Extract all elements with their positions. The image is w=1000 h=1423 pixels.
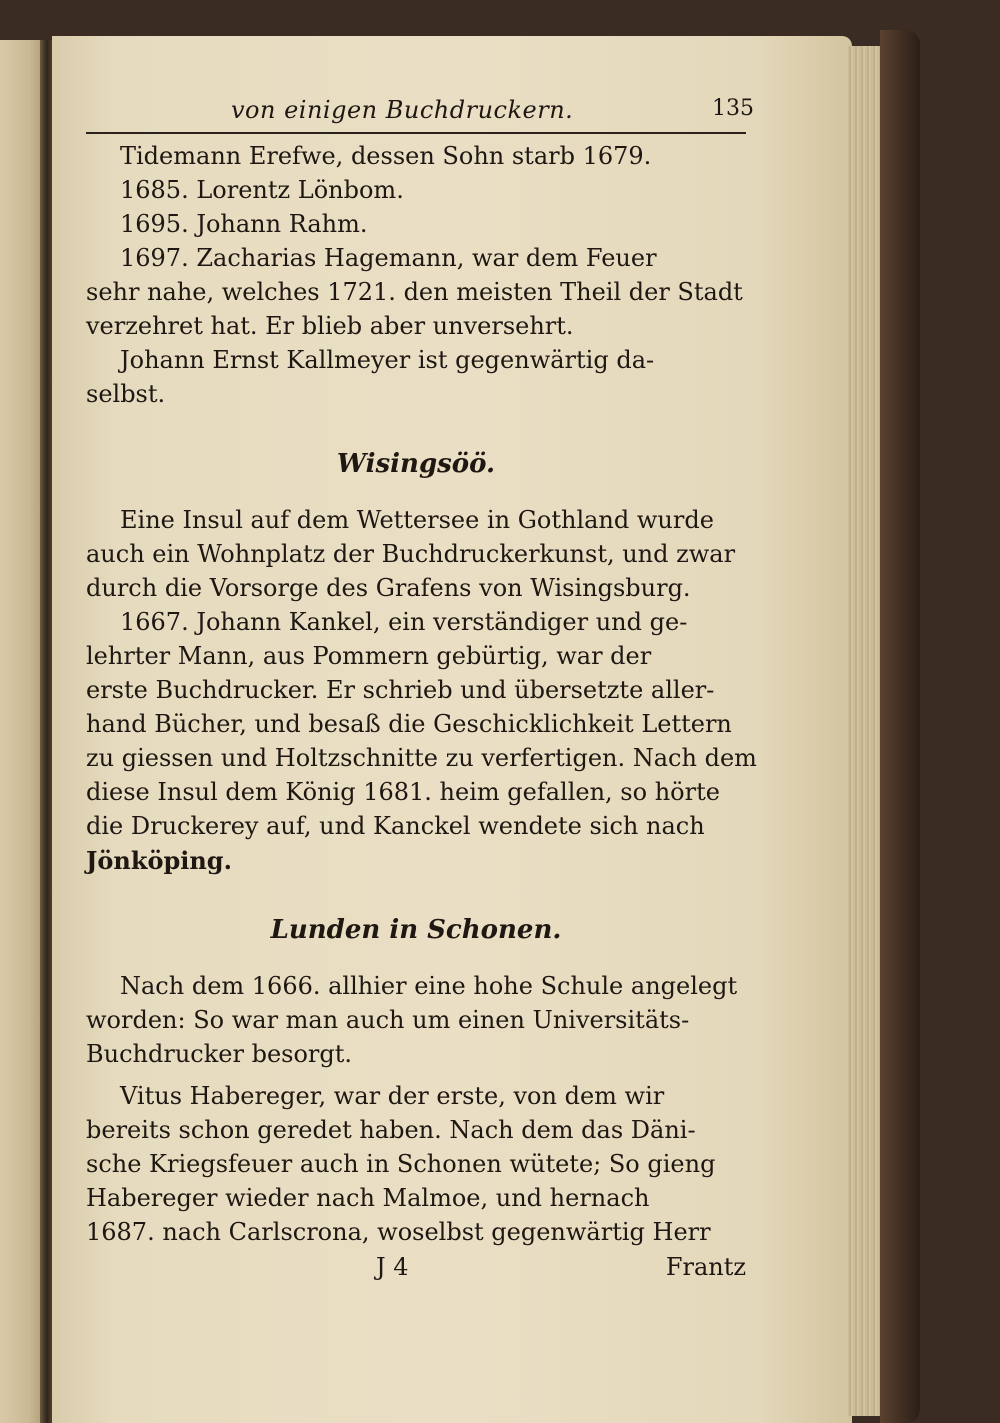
text-line: lehrter Mann, aus Pommern gebürtig, war der [86, 642, 652, 670]
section-heading: Lunden in Schonen. [270, 915, 562, 945]
text-line: 1667. Johann Kankel, ein verständiger und ge- [120, 608, 688, 636]
text-line: Jönköping. [86, 846, 232, 875]
text-line: diese Insul dem König 1681. heim gefallen, so hörte [86, 778, 720, 806]
text-line: sehr nahe, welches 1721. den meisten Theil der Stadt [86, 278, 743, 306]
text-line: Eine Insul auf dem Wettersee in Gothland wurde [120, 506, 714, 534]
catchword: Frantz [665, 1253, 746, 1281]
section-heading: Wisingsöö. [336, 449, 496, 479]
page-content [86, 80, 757, 1284]
text-line: sche Kriegsfeuer auch in Schonen wütete; So gieng [86, 1150, 716, 1178]
wisingsoe-section [86, 504, 757, 878]
text-line: Tidemann Erefwe, dessen Sohn starb 1679. [120, 142, 652, 170]
text-line: durch die Vorsorge des Grafens von Wisingsburg. [86, 574, 691, 602]
book-cover [880, 30, 920, 1423]
text-line: zu giessen und Holtzschnitte zu verfertigen. Nach dem [86, 744, 757, 772]
signature-mark: J 4 [376, 1253, 409, 1281]
text-line: 1685. Lorentz Lönbom. [120, 176, 404, 204]
page-footer [86, 1250, 746, 1284]
page-number: 135 [712, 96, 754, 121]
text-line: worden: So war man auch um einen Universitäts- [86, 1006, 690, 1034]
text-line: bereits schon geredet haben. Nach dem das Däni- [86, 1116, 696, 1144]
running-header [86, 80, 754, 134]
lunden-section [86, 970, 746, 1250]
text-line: 1697. Zacharias Hagemann, war dem Feuer [120, 244, 657, 272]
intro-section [86, 140, 746, 412]
running-title: von einigen Buchdruckern. [231, 96, 574, 124]
text-line: selbst. [86, 380, 166, 408]
text-line: erste Buchdrucker. Er schrieb und übersetzte aller- [86, 676, 715, 704]
text-line: hand Bücher, und besaß die Geschicklichkeit Lettern [86, 710, 732, 738]
text-line: Habereger wieder nach Malmoe, und hernach [86, 1184, 650, 1212]
text-line: Nach dem 1666. allhier eine hohe Schule angelegt [120, 972, 738, 1000]
text-line: Vitus Habereger, war der erste, von dem wir [120, 1082, 665, 1110]
text-line: die Druckerey auf, und Kanckel wendete sich nach [86, 812, 705, 840]
text-line: verzehret hat. Er blieb aber unversehrt. [86, 312, 574, 340]
text-line: Johann Ernst Kallmeyer ist gegenwärtig da- [120, 346, 655, 374]
text-line: 1695. Johann Rahm. [120, 210, 368, 238]
text-line: auch ein Wohnplatz der Buchdruckerkunst, und zwar [86, 540, 736, 568]
text-line: Buchdrucker besorgt. [86, 1040, 353, 1068]
text-line: 1687. nach Carlscrona, woselbst gegenwärtig Herr [86, 1218, 711, 1246]
